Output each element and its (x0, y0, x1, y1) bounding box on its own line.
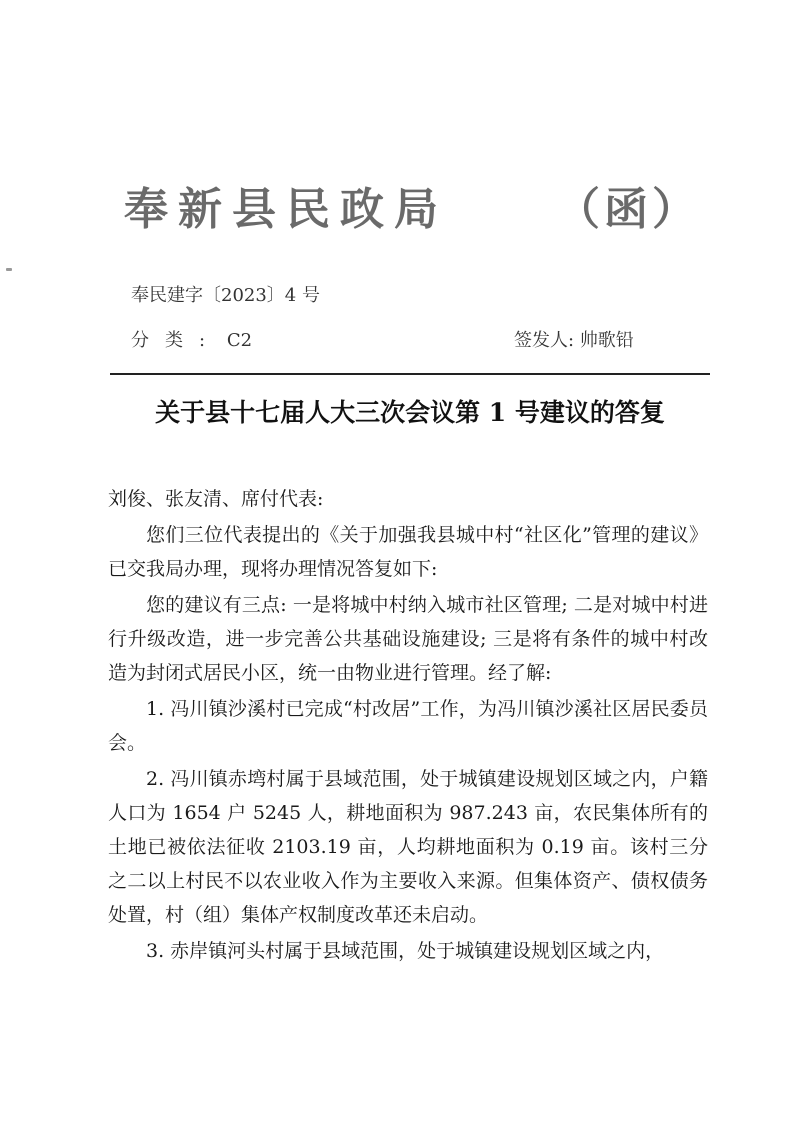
letterhead-suffix: （函） (556, 184, 700, 235)
letterhead-title (124, 178, 700, 242)
scan-speck (6, 268, 12, 271)
body-paragraph: 1. 冯川镇沙溪村已完成“村改居”工作，为冯川镇沙溪社区居民委员会。 (108, 698, 708, 754)
document-title: 关于县十七届人大三次会议第 1 号建议的答复 (155, 398, 665, 427)
category-value: C2 (226, 330, 253, 351)
header-divider (110, 373, 710, 375)
body-paragraph: 您的建议有三点: 一是将城中村纳入城市社区管理; 二是对城中村进行升级改造，进一步完善公共基础设施建设; 三是将有条件的城中村改造为封闭式居民小区，统一由物业进行管理。经了解: (108, 594, 708, 684)
document-number: 奉民建字〔2023〕4 号 (131, 285, 320, 306)
category-label: 分类: (131, 330, 222, 351)
salutation: 刘俊、张友清、席付代表: (108, 488, 324, 510)
letterhead-org-name: 奉新县民政局 (124, 184, 448, 235)
body-paragraph: 3. 赤岸镇河头村属于县域范围，处于城镇建设规划区域之内， (146, 940, 665, 962)
document-body (108, 482, 708, 968)
issuer-line (514, 327, 634, 355)
category-line (131, 327, 252, 355)
issuer-name: 帅歌铅 (579, 330, 634, 351)
body-paragraph: 2. 冯川镇赤塆村属于县域范围，处于城镇建设规划区域之内，户籍人口为 1654 户 5245 人，耕地面积为 987.243 亩，农民集体所有的土地已被依法征收 2103.19 亩，人均耕地面积为 0.19 亩。该村三分之二以上村民不以农业收入作为主要收入来源。但集体资产、债权债务处置，村（组）集体产权制度改革还未启动。 (108, 768, 708, 926)
body-paragraph: 您们三位代表提出的《关于加强我县城中村“社区化”管理的建议》已交我局办理，现将办理情况答复如下: (108, 524, 708, 580)
issuer-label: 签发人: (514, 330, 575, 351)
